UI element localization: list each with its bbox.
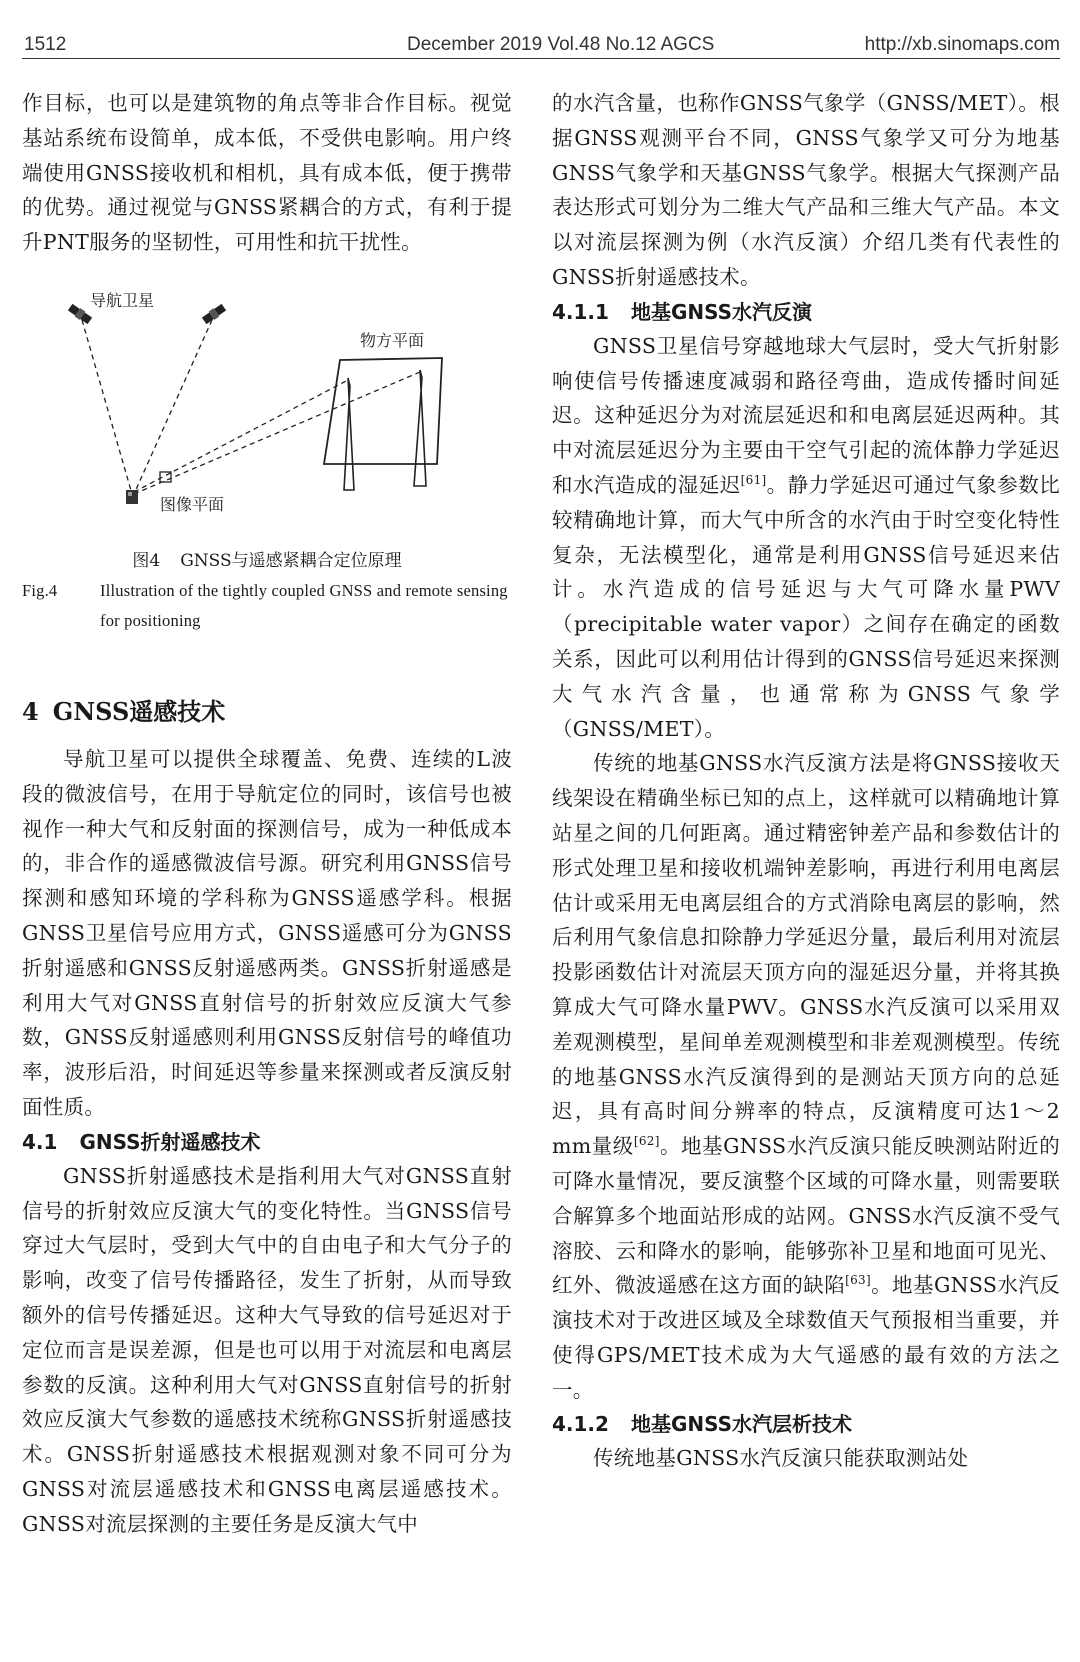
satellite-icon (201, 303, 226, 325)
right-column (552, 86, 1060, 1476)
subsection-heading: 4.1.2 地基GNSS水汽层析技术 (552, 1412, 853, 1437)
figure-caption-cn: 图4 GNSS与遥感紧耦合定位原理 (132, 550, 402, 571)
pillar (414, 370, 426, 486)
figure-caption-en: Fig.4 Illustration of the tightly coupled GNSS and remote sensing for positioning (22, 580, 508, 630)
paragraph: 导航卫星可以提供全球覆盖、免费、连续的L波段的微波信号，在用于导航定位的同时，该信号也被视作一种大气和反射面的探测信号，成为一种低成本的，非合作的遥感微波信号源。研究利用GNSS信号探测和感知环境的学科称为GNSS遥感学科。根据GNSS卫星信号应用方式，GNSS遥感可分为GNSS折射遥感和GNSS反射遥感两类。GNSS折射遥感是利用大气对GNSS直射信号的折射效应反演大气参数，GNSS反射遥感则利用GNSS反射信号的峰值功率，波形后沿，时间延迟等参量来探测或者反演反射面性质。 (22, 746, 512, 1119)
journal-url: http://xb.sinomaps.com (864, 34, 1060, 55)
page-header (22, 0, 1060, 59)
label-object-plane: 物方平面 (360, 330, 425, 350)
satellite-icon (67, 303, 92, 325)
paragraph: 传统的地基GNSS水汽反演方法是将GNSS接收天线架设在精确坐标已知的点上，这样就可以精确地计算站星之间的几何距离。通过精密钟差产品和参数估计的形式处理卫星和接收机端钟差影响，再进行利用电离层估计或采用无电离层组合的方式消除电离层的影响，然后利用气象信息扣除静力学延迟分量，最后利用对流层投影函数估计对流层天顶方向的湿延迟分量，并将其换算成大气可降水量PWV。GNSS水汽反演可以采用双差观测模型，星间单差观测模型和非差观测模型。传统的地基GNSS水汽反演得到的是测站天顶方向的总延迟，具有高时间分辨率的特点，反演精度可达1～2 mm量级[62]。地基GNSS水汽反演只能反映测站附近的可降水量情况，要反演整个区域的可降水量，则需要联合解算多个地面站形成的站网。GNSS水汽反演不受气溶胶、云和降水的影响，能够弥补卫星和地面可见光、红外、微波遥感在这方面的缺陷[63]。地基GNSS水汽反演技术对于改进区域及全球数值天气预报相当重要，并使得GPS/MET技术成为大气遥感的最有效的方法之一。 (552, 751, 1061, 1402)
paragraph: GNSS折射遥感技术是指利用大气对GNSS直射信号的折射效应反演大气的变化特性。当GNSS信号穿过大气层时，受到大气中的自由电子和大气分子的影响，改变了信号传播路径，发生了折射，从而导致额外的信号传播延迟。这种大气导致的信号延迟对于定位而言是误差源，但是也可以用于对流层和电离层参数的反演。这种利用大气对GNSS直射信号的折射效应反演大气参数的遥感技术统称GNSS折射遥感技术。GNSS折射遥感技术根据观测对象不同可分为GNSS对流层遥感技术和GNSS电离层遥感技术。GNSS对流层探测的主要任务是反演大气中 (22, 1163, 512, 1536)
sight-line (134, 380, 348, 492)
page-number: 1512 (24, 34, 67, 55)
paragraph: 作目标，也可以是建筑物的角点等非合作目标。视觉基站系统布设简单，成本低，不受供电影响。用户终端使用GNSS接收机和相机，具有成本低，便于携带的优势。通过视觉与GNSS紧耦合的方式，有利于提升PNT服务的坚韧性，可用性和抗干扰性。 (22, 91, 512, 255)
subsection-heading: 4.1.1 地基GNSS水汽反演 (552, 299, 813, 324)
paragraph: 的水汽含量，也称作GNSS气象学（GNSS/MET）。根据GNSS观测平台不同，GNSS气象学又可分为地基GNSS气象学和天基GNSS气象学。根据大气探测产品表达形式可划分为二维大气产品和三维大气产品。本文以对流层探测为例（水汽反演）介绍几类有代表性的GNSS折射遥感技术。 (552, 91, 1060, 289)
figure-4 (22, 278, 512, 540)
receiver-icon (126, 490, 138, 504)
signal-line (82, 320, 132, 494)
citation: [63] (845, 1273, 871, 1288)
paragraph: GNSS卫星信号穿越地球大气层时，受大气折射影响使信号传播速度减弱和路径弯曲，造成传播时间延迟。这种延迟分为对流层延迟和和电离层延迟两种。其中对流层延迟分为主要由干空气引起的流体静力学延迟和水汽造成的湿延迟[61]。静力学延迟可通过气象参数比较精确地计算，而大气中所含的水汽由于时空变化特性复杂，无法模型化，通常是利用GNSS信号延迟来估计。水汽造成的信号延迟与大气可降水量PWV（precipitable water vapor）之间存在确定的函数关系，因此可以利用估计得到的GNSS信号延迟来探测大气水汽含量，也通常称为GNSS气象学（GNSS/MET）。 (552, 333, 1060, 741)
signal-line (134, 320, 212, 494)
paragraph: 传统地基GNSS水汽反演只能获取测站处 (593, 1446, 969, 1471)
left-column (22, 86, 512, 1542)
journal-info: December 2019 Vol.48 No.12 AGCS (407, 34, 715, 55)
section-heading: 4 GNSS遥感技术 (22, 696, 226, 726)
subsection-heading: 4.1 GNSS折射遥感技术 (22, 1129, 261, 1154)
citation: [62] (633, 1134, 660, 1149)
pillar (344, 378, 354, 490)
citation: [61] (740, 472, 767, 487)
figure-4-diagram (22, 278, 512, 540)
label-image-plane: 图像平面 (160, 494, 225, 514)
label-navigation-satellite: 导航卫星 (90, 290, 155, 310)
sight-line (134, 372, 420, 494)
